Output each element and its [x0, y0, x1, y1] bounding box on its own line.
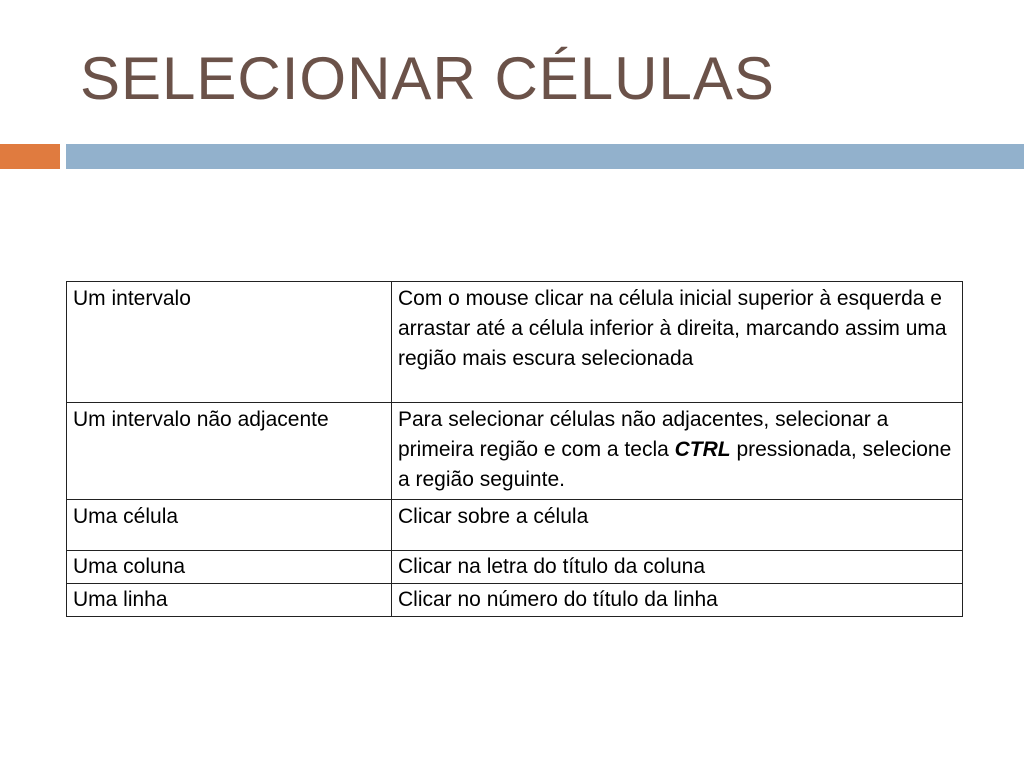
- description-cell: Clicar na letra do título da coluna: [392, 551, 963, 584]
- table-row: [67, 551, 963, 584]
- action-cell: Um intervalo: [67, 282, 392, 403]
- accent-bar-orange: [0, 144, 60, 169]
- description-text: pressionada, selecione a região seguinte.: [398, 438, 952, 491]
- description-cell: Com o mouse clicar na célula inicial superior à esquerda e arrastar até a célula inferior à direita, marcando assim uma região mais escura selecionada: [392, 282, 963, 403]
- accent-bar-blue: [66, 144, 1024, 169]
- table-row: [67, 282, 963, 403]
- action-cell: Um intervalo não adjacente: [67, 403, 392, 500]
- table-row: [67, 584, 963, 617]
- description-cell: [392, 403, 963, 500]
- description-cell: Clicar sobre a célula: [392, 500, 963, 551]
- description-text: Para selecionar células não adjacentes, selecionar a primeira região e com a tecla: [398, 408, 889, 461]
- table-row: [67, 500, 963, 551]
- description-cell: Clicar no número do título da linha: [392, 584, 963, 617]
- action-cell: Uma linha: [67, 584, 392, 617]
- action-cell: Uma coluna: [67, 551, 392, 584]
- ctrl-key-text: CTRL: [674, 438, 731, 461]
- action-cell: Uma célula: [67, 500, 392, 551]
- selection-table: [66, 281, 963, 617]
- slide-title: SELECIONAR CÉLULAS: [80, 45, 775, 112]
- table-row: [67, 403, 963, 500]
